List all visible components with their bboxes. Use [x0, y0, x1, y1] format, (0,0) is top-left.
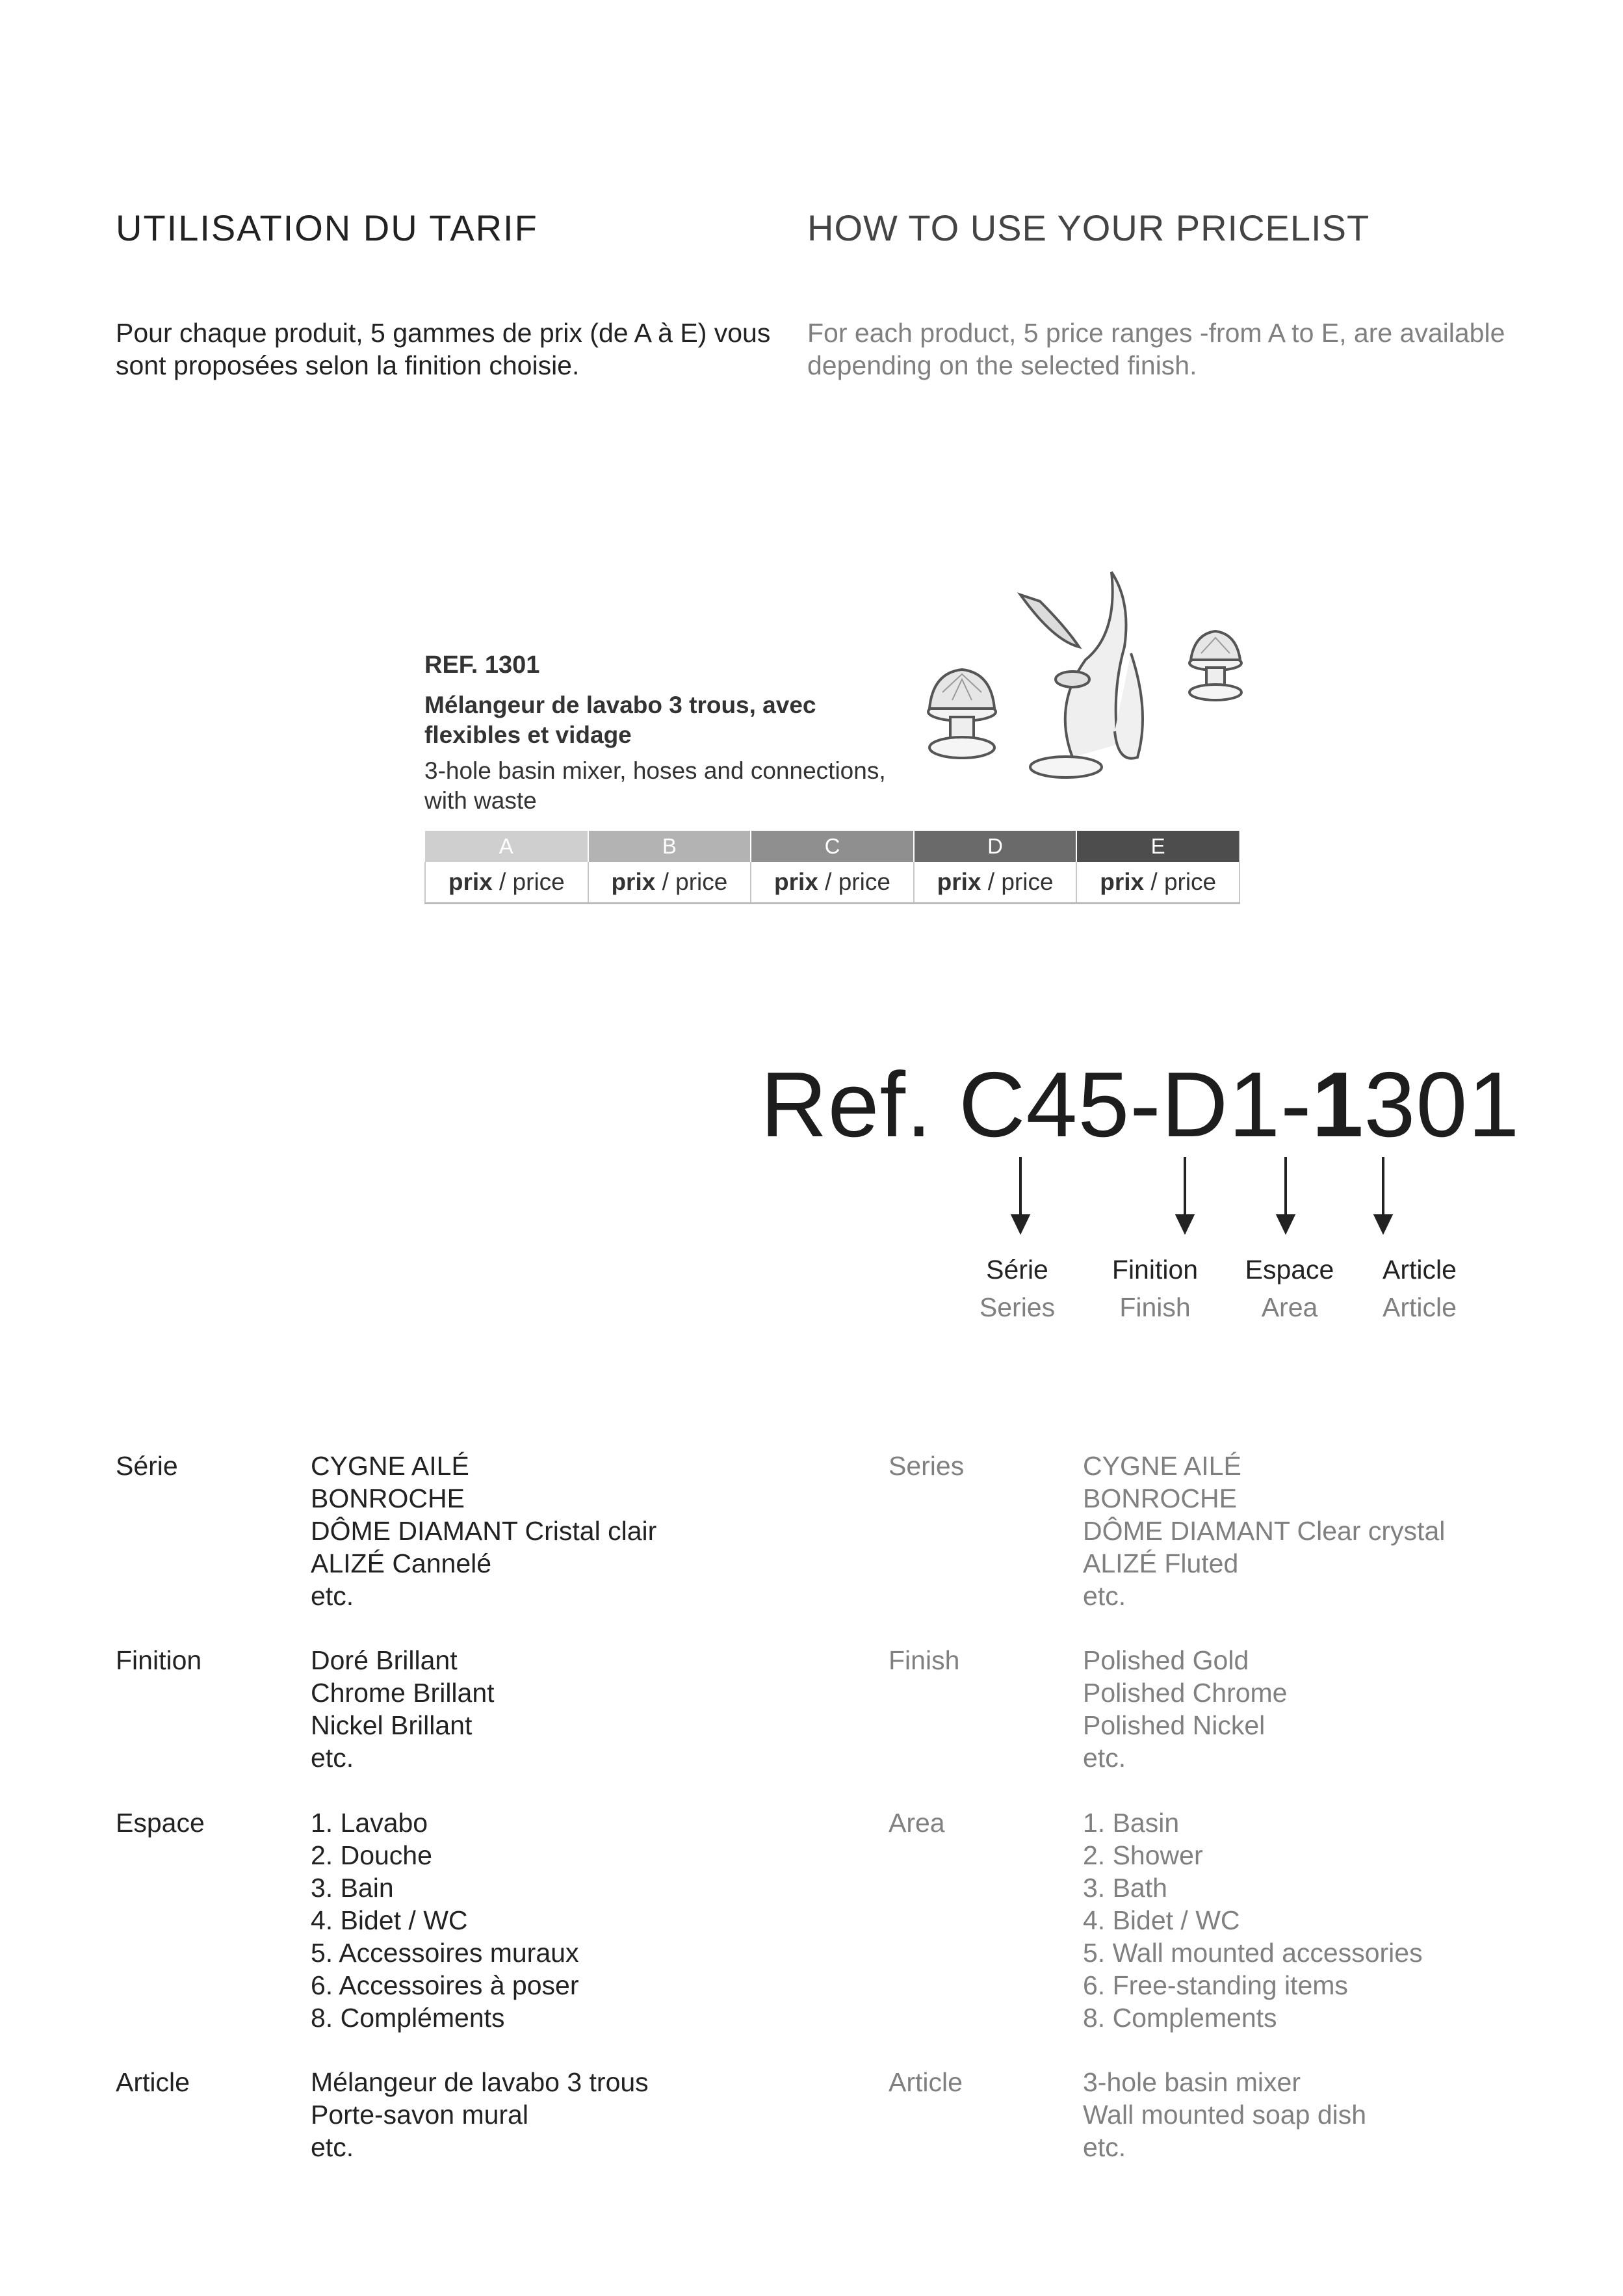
label-en: Finish: [1119, 1292, 1191, 1322]
intro-text-fr: Pour chaque produit, 5 gammes de prix (de A à E) vous sont proposées selon la finition choisie.: [116, 318, 771, 380]
list-item: Polished Gold: [1083, 1645, 1249, 1675]
label-fr: Finition: [1111, 1255, 1199, 1285]
legend-values-espace-fr: [311, 1807, 578, 2034]
list-item: 8. Compléments: [311, 2003, 505, 2033]
price-cell: [588, 862, 751, 904]
legend-key-article-fr: Article: [116, 2067, 190, 2097]
price-separator: /: [1144, 868, 1164, 895]
list-item: Mélangeur de lavabo 3 trous: [311, 2067, 649, 2097]
label-finition: [1084, 1251, 1227, 1326]
list-item: 2. Shower: [1083, 1840, 1203, 1870]
label-fr: Espace: [1245, 1255, 1334, 1285]
legend-key-serie-en: Series: [889, 1451, 965, 1481]
arrow-down-icon: [1375, 1216, 1391, 1232]
list-item: etc.: [311, 1743, 354, 1773]
list-item: 5. Wall mounted accessories: [1083, 1938, 1423, 1968]
product-name-fr: Mélangeur de lavabo 3 trous, avec flexibles et vidage: [424, 692, 816, 748]
label-en: Article: [1383, 1292, 1457, 1322]
price-cell: [1076, 862, 1240, 904]
list-item: BONROCHE: [1083, 1483, 1237, 1513]
legend-key-finition-en: Finish: [889, 1645, 960, 1675]
product-ref: REF. 1301: [424, 651, 540, 679]
price-cell: [751, 862, 914, 904]
price-range-letter: C: [751, 831, 914, 862]
legend-values-finition-en: [1083, 1644, 1288, 1774]
list-item: 2. Douche: [311, 1840, 432, 1870]
arrow-down-icon: [1278, 1216, 1293, 1232]
reference-prefix: Ref. C45-D1-: [760, 1053, 1312, 1156]
list-item: 1. Basin: [1083, 1808, 1180, 1838]
arrow-down-icon: [1013, 1216, 1028, 1232]
price-range-letter: D: [914, 831, 1077, 862]
list-item: ALIZÉ Cannelé: [311, 1548, 492, 1578]
page-title-en: HOW TO USE YOUR PRICELIST: [807, 207, 1370, 248]
intro-text-en: For each product, 5 price ranges -from A to E, are available depending on the selected finish.: [807, 318, 1505, 380]
list-item: 1. Lavabo: [311, 1808, 428, 1838]
page-title-fr: UTILISATION DU TARIF: [116, 207, 538, 248]
list-item: CYGNE AILÉ: [1083, 1451, 1241, 1481]
legend-values-finition-fr: [311, 1644, 495, 1774]
price-range-table: [424, 831, 1240, 904]
list-item: 3. Bain: [311, 1873, 394, 1903]
legend-key-article-en: Article: [889, 2067, 963, 2097]
legend-key-espace-fr: Espace: [116, 1808, 205, 1838]
label-en: Area: [1261, 1292, 1318, 1322]
price-label-en: price: [1163, 868, 1217, 895]
legend-values-article-fr: [311, 2066, 649, 2163]
legend-values-espace-en: [1083, 1807, 1423, 2034]
label-en: Series: [979, 1292, 1056, 1322]
price-cell: [425, 862, 588, 904]
label-espace: [1218, 1251, 1361, 1326]
list-item: 6. Free-standing items: [1083, 1970, 1348, 2000]
basin-mixer-illustration-icon: [923, 562, 1261, 793]
price-range-letter: E: [1076, 831, 1240, 862]
price-cell: [914, 862, 1077, 904]
list-item: Nickel Brillant: [311, 1710, 473, 1740]
reference-arrows: [975, 1157, 1482, 1235]
legend-values-serie-en: [1083, 1450, 1445, 1612]
list-item: Polished Nickel: [1083, 1710, 1266, 1740]
list-item: 3-hole basin mixer: [1083, 2067, 1301, 2097]
list-item: 5. Accessoires muraux: [311, 1938, 579, 1968]
price-label-en: price: [675, 868, 728, 895]
list-item: Doré Brillant: [311, 1645, 458, 1675]
list-item: DÔME DIAMANT Cristal clair: [311, 1516, 657, 1546]
list-item: etc.: [1083, 1743, 1126, 1773]
price-range-letter: B: [588, 831, 751, 862]
price-label-fr: prix: [448, 868, 493, 895]
legend-values-article-en: [1083, 2066, 1366, 2163]
reference-bold-digit: 1: [1312, 1053, 1364, 1156]
price-label-en: price: [512, 868, 565, 895]
price-separator: /: [818, 868, 838, 895]
list-item: CYGNE AILÉ: [311, 1451, 469, 1481]
price-label-fr: prix: [774, 868, 818, 895]
list-item: 4. Bidet / WC: [1083, 1905, 1240, 1935]
price-label-en: price: [1001, 868, 1054, 895]
product-name-en: 3-hole basin mixer, hoses and connections, with waste: [424, 757, 886, 814]
price-label-fr: prix: [937, 868, 981, 895]
list-item: Porte-savon mural: [311, 2100, 528, 2130]
list-item: ALIZÉ Fluted: [1083, 1548, 1239, 1578]
reference-suffix: 301: [1364, 1053, 1520, 1156]
list-item: Chrome Brillant: [311, 1678, 495, 1708]
legend-key-serie-fr: Série: [116, 1451, 178, 1481]
list-item: 8. Complements: [1083, 2003, 1277, 2033]
list-item: 3. Bath: [1083, 1873, 1167, 1903]
price-label-fr: prix: [611, 868, 656, 895]
price-separator: /: [492, 868, 513, 895]
price-label-fr: prix: [1100, 868, 1145, 895]
label-fr: Article: [1383, 1255, 1457, 1285]
list-item: DÔME DIAMANT Clear crystal: [1083, 1516, 1446, 1546]
list-item: Wall mounted soap dish: [1083, 2100, 1367, 2130]
list-item: 4. Bidet / WC: [311, 1905, 468, 1935]
arrow-down-icon: [1177, 1216, 1193, 1232]
list-item: etc.: [311, 1581, 354, 1611]
list-item: Polished Chrome: [1083, 1678, 1288, 1708]
price-separator: /: [981, 868, 1002, 895]
list-item: etc.: [1083, 1581, 1126, 1611]
legend-values-serie-fr: [311, 1450, 656, 1612]
label-article: [1348, 1251, 1491, 1326]
price-separator: /: [655, 868, 676, 895]
reference-code: [760, 1052, 1520, 1158]
price-label-en: price: [838, 868, 890, 895]
legend-key-espace-en: Area: [889, 1808, 945, 1838]
label-fr: Série: [986, 1255, 1048, 1285]
list-item: 6. Accessoires à poser: [311, 1970, 579, 2000]
list-item: BONROCHE: [311, 1483, 465, 1513]
price-range-letter: A: [425, 831, 588, 862]
list-item: etc.: [1083, 2132, 1126, 2162]
legend-key-finition-fr: Finition: [116, 1645, 202, 1675]
list-item: etc.: [311, 2132, 354, 2162]
label-serie: [946, 1251, 1089, 1326]
